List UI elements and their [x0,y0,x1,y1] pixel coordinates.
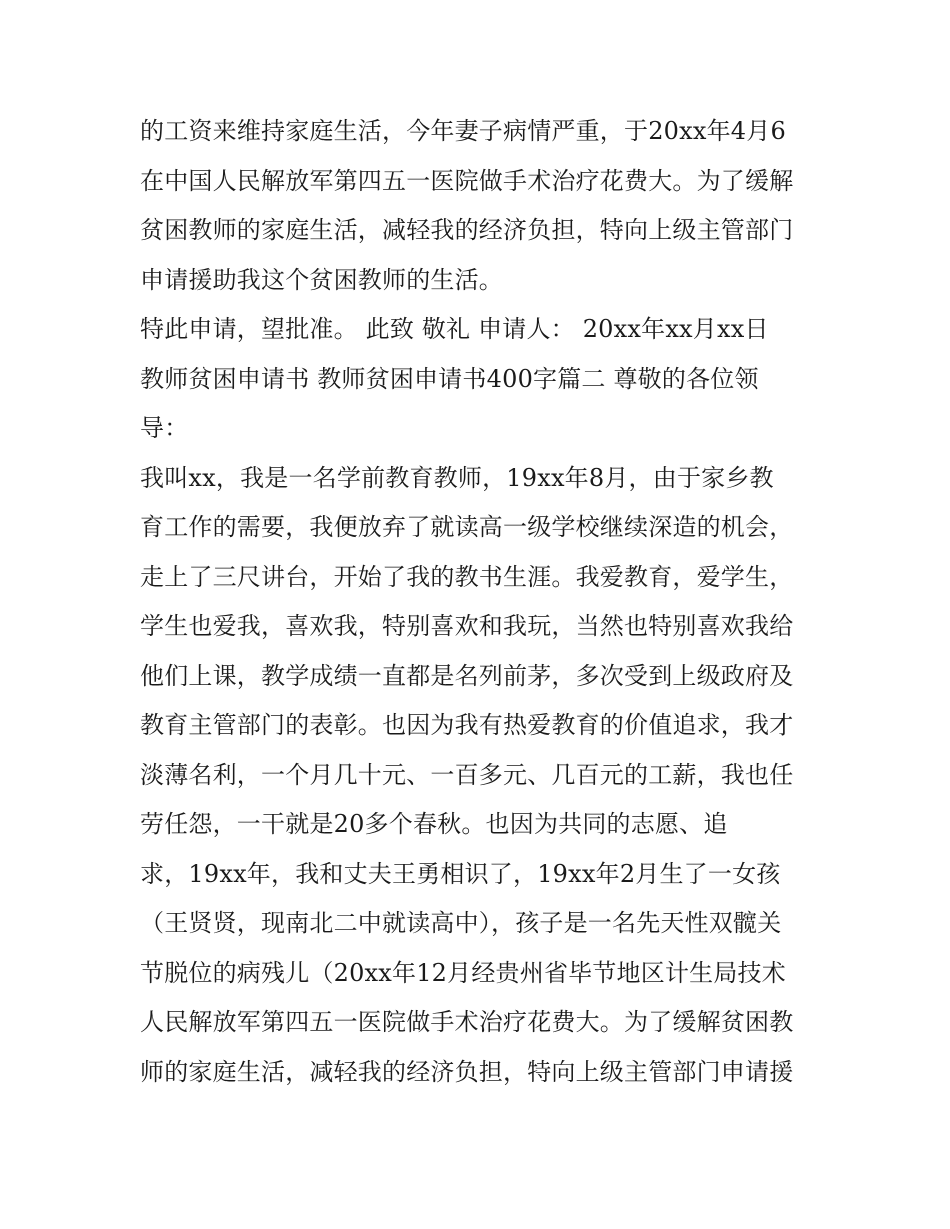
text-line: 劳任怨，一干就是20多个春秋。也因为共同的志愿、追 [140,810,728,838]
text-line: 求，19xx年，我和丈夫王勇相识了，19xx年2月生了一女孩 [140,859,781,888]
text-line: 师的家庭生活，减轻我的经济负担，特向上级主管部门申请援 [140,1057,794,1086]
text-line: 他们上课，教学成绩一直都是名列前茅，多次受到上级政府及 [140,661,794,690]
text-line: 教师贫困申请书 教师贫困申请书400字篇二 尊敬的各位领 [140,364,759,393]
text-line: 我叫xx，我是一名学前教育教师，19xx年8月，由于家乡教 [140,463,774,492]
text-line: 节脱位的病残儿（20xx年12月经贵州省毕节地区计生局技术 [140,958,786,987]
text-line: 学生也爱我，喜欢我，特别喜欢和我玩，当然也特别喜欢我给 [140,612,794,640]
text-line: 走上了三尺讲台，开始了我的教书生涯。我爱教育，爱学生， [140,562,794,591]
text-line: 的工资来维持家庭生活，今年妻子病情严重，于20xx年4月6 [140,117,786,145]
text-line: （王贤贤，现南北二中就读高中），孩子是一名先天性双髋关 [140,909,782,937]
text-line: 育工作的需要，我便放弃了就读高一级学校继续深造的机会， [140,513,794,541]
text-line: 淡薄名利，一个月几十元、一百多元、几百元的工薪，我也任 [140,760,794,789]
text-line: 导： [140,414,189,442]
text-line: 贫困教师的家庭生活，减轻我的经济负担，特向上级主管部门 [140,216,794,244]
text-line: 特此申请，望批准。 此致 敬礼 申请人： 20xx年xx月xx日 [140,315,769,343]
text-line: 教育主管部门的表彰。也因为我有热爱教育的价值追求，我才 [140,711,794,739]
text-line: 人民解放军第四五一医院做手术治疗花费大。为了缓解贫困教 [140,1008,794,1036]
text-line: 在中国人民解放军第四五一医院做手术治疗花费大。为了缓解 [140,166,794,195]
document-body [140,107,830,1097]
text-line: 申请援助我这个贫困教师的生活。 [140,265,503,294]
